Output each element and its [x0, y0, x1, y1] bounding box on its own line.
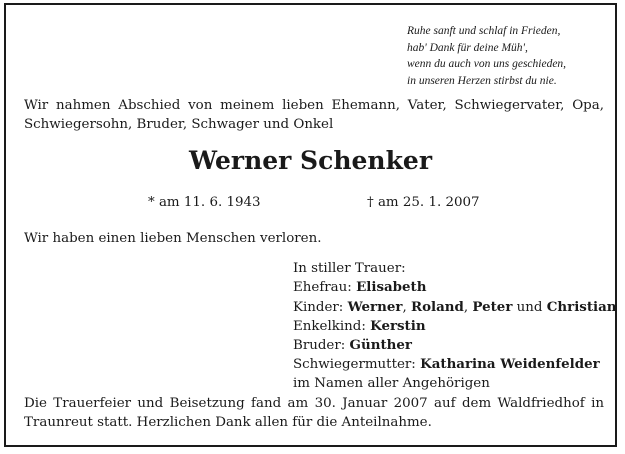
birth-date: * am 11. 6. 1943 — [148, 195, 261, 210]
mourner-name: Günther — [349, 337, 412, 354]
poem-line: in unseren Herzen stirbst du nie. — [407, 74, 557, 87]
mourner-label: Ehefrau: — [293, 280, 352, 296]
mourners-list — [293, 260, 617, 393]
mourner-label: Enkelkind: — [293, 318, 366, 334]
mourner-name: Christian — [546, 298, 617, 315]
obituary-notice — [4, 3, 617, 447]
mourner-name: Peter — [472, 298, 513, 315]
conjunction: und — [516, 299, 543, 315]
closing-line: Traunreut statt. Herzlichen Dank allen für die Anteilnahme. — [24, 415, 432, 430]
mourner-row-mother-in-law — [293, 355, 617, 374]
mourner-name: Kerstin — [370, 317, 426, 334]
mourner-label: Kinder: — [293, 299, 344, 315]
memorial-poem — [407, 23, 607, 89]
intro-text — [24, 96, 604, 134]
deceased-name: Werner Schenker — [188, 146, 432, 175]
poem-line: Ruhe sanft und schlaf in Frieden, — [407, 25, 561, 37]
mourner-row-grandchild — [293, 317, 617, 336]
mourner-label: Bruder: — [293, 338, 346, 354]
mourner-name: Elisabeth — [356, 279, 427, 296]
closing-line: Die Trauerfeier und Beisetzung fand am 30. Januar 2007 auf dem Waldfriedhof in — [24, 396, 604, 411]
mourner-row-brother — [293, 336, 617, 355]
death-date: † am 25. 1. 2007 — [367, 195, 480, 210]
mourners-all-relatives: im Namen aller Angehörigen — [293, 375, 490, 391]
lost-statement: Wir haben einen lieben Menschen verloren. — [24, 231, 322, 246]
mourner-name: Werner — [347, 298, 403, 315]
mourner-row-wife — [293, 278, 617, 297]
poem-line: wenn du auch von uns geschieden, — [407, 58, 567, 70]
intro-line: Wir nahmen Abschied von meinem lieben Ehemann, Vater, Schwiegervater, Opa, — [24, 98, 604, 113]
intro-line: Schwiegersohn, Bruder, Schwager und Onkel — [24, 117, 334, 132]
mourner-name: Katharina Weidenfelder — [420, 356, 600, 373]
mourner-name: Roland — [410, 298, 464, 315]
mourner-label: Schwiegermutter: — [293, 357, 416, 373]
poem-line: hab' Dank für deine Müh', — [407, 41, 528, 54]
mourners-heading: In stiller Trauer: — [293, 261, 406, 276]
mourner-row-children: Kinder: Werner, Roland, Peter und Christian — [293, 298, 617, 315]
closing-text — [24, 394, 604, 432]
